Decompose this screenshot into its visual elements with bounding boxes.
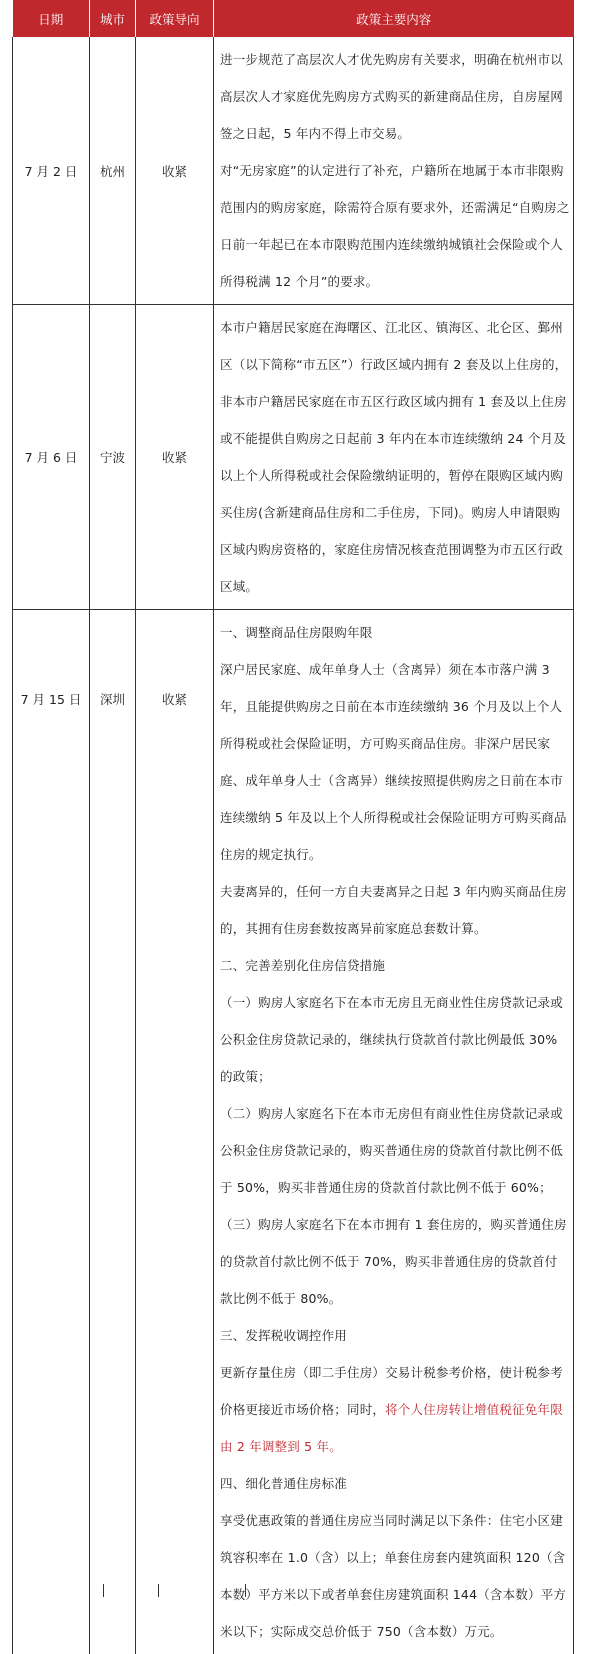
column-rule-tail [245, 1584, 246, 1597]
content-heading: 二、完善差别化住房信贷措施 [220, 947, 570, 984]
content-paragraph: （二）购房人家庭名下在本市无房但有商业性住房贷款记录或公积金住房贷款记录的，购买普通住房的贷款首付款比例不低于 50%，购买非普通住房的贷款首付款比例不低于 60%； [220, 1095, 570, 1206]
row-date: 7 月 15 日 [13, 610, 90, 1654]
tax-plain-text: 更新存量住房（即二手住房）交易计税参考价格，使计税参考价格更接近市场价格；同时， [220, 1365, 563, 1417]
content-paragraph: 深户居民家庭、成年单身人士（含离异）须在本市落户满 3 年，且能提供购房之日前在本市连续缴纳 36 个月及以上个人所得税或社会保险证明，方可购买商品住房。非深户居民家庭、成年单身人士（含离异）继续按照提供购房之日前在本市连续缴纳 5 年及以上个人所得税或社会保险证明方可购买商品住房的规定执行。 [220, 651, 570, 873]
header-direction: 政策导向 [136, 0, 214, 37]
header-city: 城市 [90, 0, 136, 37]
table-header-row [13, 0, 574, 37]
table-row [13, 305, 574, 610]
row-city: 宁波 [90, 305, 136, 610]
table-row [13, 37, 574, 305]
row-direction: 收紧 [136, 610, 214, 1654]
content-paragraph: 对“无房家庭”的认定进行了补充，户籍所在地属于本市非限购范围内的购房家庭，除需符合原有要求外，还需满足“自购房之日前一年起已在本市限购范围内连续缴纳城镇社会保险或个人所得税满 12 个月”的要求。 [220, 152, 570, 300]
row-date: 7 月 6 日 [13, 305, 90, 610]
content-heading: 三、发挥税收调控作用 [220, 1317, 570, 1354]
content-paragraph: 享受优惠政策的普通住房应当同时满足以下条件：住宅小区建筑容积率在 1.0（含）以上；单套住房套内建筑面积 120（含本数）平方米以下或者单套住房建筑面积 144（含本数）平方米以下；实际成交总价低于 750（含本数）万元。 [220, 1502, 570, 1650]
row-date: 7 月 2 日 [13, 37, 90, 305]
content-paragraph: 夫妻离异的，任何一方自夫妻离异之日起 3 年内购买商品住房的，其拥有住房套数按离异前家庭总套数计算。 [220, 873, 570, 947]
row-city: 杭州 [90, 37, 136, 305]
table-row [13, 610, 574, 1654]
row-city: 深圳 [90, 610, 136, 1654]
row-direction: 收紧 [136, 37, 214, 305]
content-paragraph: （三）购房人家庭名下在本市拥有 1 套住房的，购买普通住房的贷款首付款比例不低于 70%，购买非普通住房的贷款首付款比例不低于 80%。 [220, 1206, 570, 1317]
column-rule-tail [158, 1584, 159, 1597]
policy-table [12, 0, 574, 1654]
column-rule-tail [103, 1584, 104, 1597]
content-heading: 一、调整商品住房限购年限 [220, 614, 570, 651]
row-content [214, 610, 574, 1654]
content-paragraph: 本市户籍居民家庭在海曙区、江北区、镇海区、北仑区、鄞州区（以下简称“市五区”）行政区域内拥有 2 套及以上住房的，非本市户籍居民家庭在市五区行政区域内拥有 1 套及以上住房或不能提供自购房之日起前 3 年内在本市连续缴纳 24 个月及以上个人所得税或社会保险缴纳证明的，暂停在限购区域内购买住房(含新建商品住房和二手住房，下同)。购房人申请限购区域内购房资格的，家庭住房情况核查范围调整为市五区行政区域。 [220, 309, 570, 605]
row-content [214, 37, 574, 305]
row-direction: 收紧 [136, 305, 214, 610]
content-paragraph: 进一步规范了高层次人才优先购房有关要求，明确在杭州市以高层次人才家庭优先购房方式购买的新建商品住房，自房屋网签之日起，5 年内不得上市交易。 [220, 41, 570, 152]
content-paragraph: （一）购房人家庭名下在本市无房且无商业性住房贷款记录或公积金住房贷款记录的，继续执行贷款首付款比例最低 30%的政策； [220, 984, 570, 1095]
header-date: 日期 [13, 0, 90, 37]
tax-highlight-text: 将个人住房转让增值税征免年限由 2 年调整到 5 年。 [220, 1402, 563, 1454]
header-content: 政策主要内容 [214, 0, 574, 37]
content-heading: 四、细化普通住房标准 [220, 1465, 570, 1502]
row-content [214, 305, 574, 610]
tax-paragraph [220, 1354, 570, 1465]
